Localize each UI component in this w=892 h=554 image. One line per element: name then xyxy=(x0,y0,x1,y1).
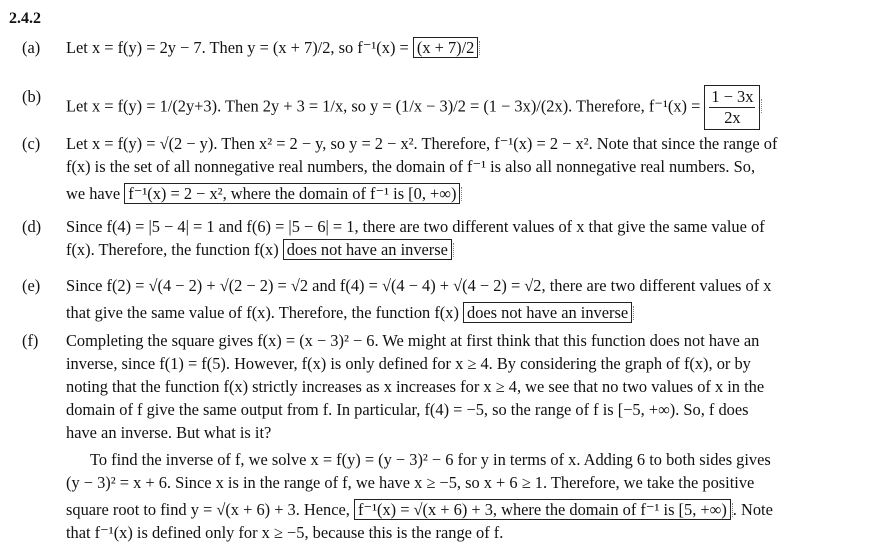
answer-marker xyxy=(761,99,762,113)
text-run: f(x). Therefore, the function f(x) xyxy=(66,240,283,259)
text-line: f(x) is the set of all nonnegative real numbers, the domain of f⁻¹ is also all nonnegative real numbers. So, xyxy=(66,157,756,176)
part-a xyxy=(22,36,884,59)
text-run: . Note xyxy=(732,500,773,519)
text-line: To find the inverse of f, we solve x = f(y) = (y − 3)² − 6 for y in terms of x. Adding 6 to both sides gives xyxy=(90,450,771,469)
text-line: noting that the function f(x) strictly increases as x increases for x ≥ 4, we see that no two values of x in the xyxy=(66,377,765,396)
text-line xyxy=(66,85,884,130)
part-e xyxy=(22,274,884,324)
text-run: we have xyxy=(66,184,125,203)
part-c xyxy=(22,132,884,205)
part-body xyxy=(66,132,884,205)
text-run: Let x = f(y) = 2y − 7. Then y = (x + 7)/2, so f⁻¹(x) = xyxy=(66,38,413,57)
text-line: domain of f give the same output from f. In particular, f(4) = −5, so the range of f is [−5, +∞). So, f does xyxy=(66,400,749,419)
text-line: Since f(2) = √(4 − 2) + √(2 − 2) = √2 and f(4) = √(4 − 4) + √(4 − 2) = √2, there are two different values of x xyxy=(66,276,772,295)
boxed-answer: does not have an inverse xyxy=(283,239,452,260)
part-label: (c) xyxy=(22,134,41,153)
text-line xyxy=(66,238,884,261)
text-run: Let x = f(y) = 1/(2y+3). Then 2y + 3 = 1/x, so y = (1/x − 3)/2 = (1 − 3x)/(2x). Therefore, f⁻¹(x) = xyxy=(66,96,705,116)
boxed-answer xyxy=(704,85,760,130)
part-body xyxy=(66,85,884,130)
fraction-numerator: 1 − 3x xyxy=(711,87,754,106)
text-run: square root to find y = √(x + 6) + 3. Hence, xyxy=(66,500,354,519)
text-line xyxy=(66,301,884,324)
fraction xyxy=(709,87,755,128)
part-label: (d) xyxy=(22,217,42,236)
text-line: Let x = f(y) = √(2 − y). Then x² = 2 − y, so y = 2 − x². Therefore, f⁻¹(x) = 2 − x². Note that since the range of xyxy=(66,134,778,153)
text-line: (y − 3)² = x + 6. Since x is in the range of f, we have x ≥ −5, so x + 6 ≥ 1. Therefore, we take the positive xyxy=(66,473,755,492)
part-label: (a) xyxy=(22,38,41,57)
part-body xyxy=(66,36,884,59)
answer-marker xyxy=(479,41,480,55)
boxed-answer: f⁻¹(x) = 2 − x², where the domain of f⁻¹ is [0, +∞) xyxy=(124,183,460,204)
text-line: inverse, since f(1) = f(5). However, f(x) is only defined for x ≥ 4. By considering the graph of f(x), or by xyxy=(66,354,751,373)
text-line xyxy=(66,182,884,205)
part-body xyxy=(66,274,884,324)
part-body xyxy=(66,215,884,261)
section-number: 2.4.2 xyxy=(9,10,41,27)
part-label: (f) xyxy=(22,331,39,350)
text-line: have an inverse. But what is it? xyxy=(66,423,272,442)
text-run: that give the same value of f(x). Therefore, the function f(x) xyxy=(66,303,464,322)
part-f xyxy=(22,329,884,544)
part-label: (b) xyxy=(22,87,42,106)
text-line: Since f(4) = |5 − 4| = 1 and f(6) = |5 − 6| = 1, there are two different values of x that give the same value of xyxy=(66,217,765,236)
fraction-denominator: 2x xyxy=(724,108,741,127)
part-b xyxy=(22,85,884,130)
part-d xyxy=(22,215,884,261)
part-label: (e) xyxy=(22,276,41,295)
text-line: that f⁻¹(x) is defined only for x ≥ −5, because this is the range of f. xyxy=(66,523,504,542)
text-line: Completing the square gives f(x) = (x − 3)² − 6. We might at first think that this function does not have an xyxy=(66,331,760,350)
boxed-answer: f⁻¹(x) = √(x + 6) + 3, where the domain of f⁻¹ is [5, +∞) xyxy=(354,499,731,520)
text-line xyxy=(66,36,884,59)
answer-marker xyxy=(453,243,454,257)
part-body xyxy=(66,329,884,544)
boxed-answer: (x + 7)/2 xyxy=(413,37,479,58)
text-line xyxy=(66,498,884,521)
answer-marker xyxy=(461,187,462,201)
boxed-answer: does not have an inverse xyxy=(463,302,632,323)
answer-marker xyxy=(633,306,634,320)
